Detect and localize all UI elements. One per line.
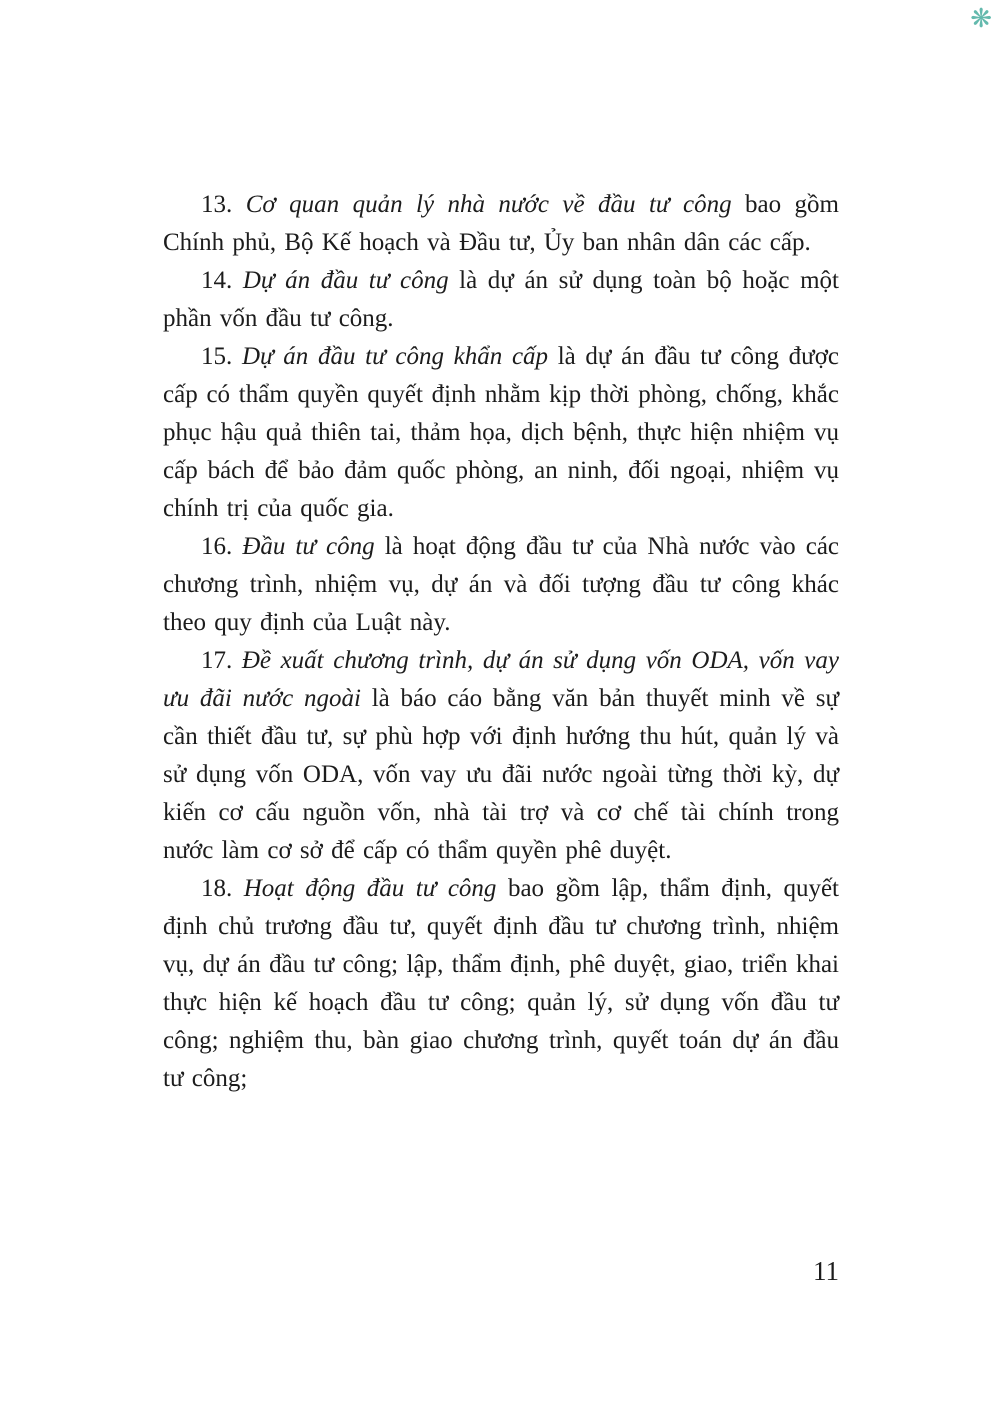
defined-term: Hoạt động đầu tư công [243,875,497,902]
definition-text: bao gồm lập, thẩm định, quyết định chủ trương đầu tư, quyết định đầu tư chương trình, nhiệm vụ, dự án đầu tư công; lập, thẩm định, phê duyệt, giao, triển khai thực hiện kế hoạch đầu tư công; quản lý, sử dụng vốn đầu tư công; nghiệm thu, bàn giao chương trình, quyết toán dự án đầu tư công; [163,875,839,1092]
definition-paragraph-14 [163,262,839,338]
item-number: 13. [201,191,233,218]
defined-term: Dự án đầu tư công [242,267,449,294]
definition-paragraph-17 [163,642,839,870]
defined-term: Đề xuất chương trình, dự án sử dụng vốn ODA, vốn vay ưu đãi nước ngoài [163,647,839,712]
item-number: 18. [201,875,233,902]
defined-term: Dự án đầu tư công khẩn cấp [241,343,549,370]
item-number: 15. [201,343,233,370]
definition-text: bao gồm Chính phủ, Bộ Kế hoạch và Đầu tư, Ủy ban nhân dân các cấp. [163,191,840,256]
item-number: 17. [201,647,233,674]
item-number: 16. [201,533,233,560]
page-number: 11 [813,1256,839,1286]
definition-paragraph-15 [163,338,839,528]
item-number: 14. [201,267,233,294]
definition-text: là hoạt động đầu tư của Nhà nước vào các chương trình, nhiệm vụ, dự án và đối tượng đầu tư công khác theo quy định của Luật này. [163,533,840,636]
flower-decoration-icon: ❋ [970,4,992,33]
definition-paragraph-13 [163,186,839,262]
defined-term: Cơ quan quản lý nhà nước về đầu tư công [245,191,732,218]
defined-term: Đầu tư công [242,533,375,560]
definition-text: là báo cáo bằng văn bản thuyết minh về sự cần thiết đầu tư, sự phù hợp với định hướng thu hút, quản lý và sử dụng vốn ODA, vốn vay ưu đãi nước ngoài từng thời kỳ, dự kiến cơ cấu nguồn vốn, nhà tài trợ và cơ chế tài chính trong nước làm cơ sở để cấp có thẩm quyền phê duyệt. [163,685,839,864]
definition-text: là dự án đầu tư công được cấp có thẩm quyền quyết định nhằm kịp thời phòng, chống, khắc phục hậu quả thiên tai, thảm họa, dịch bệnh, thực hiện nhiệm vụ cấp bách để bảo đảm quốc phòng, an ninh, đối ngoại, nhiệm vụ chính trị của quốc gia. [163,343,840,522]
definition-text: là dự án sử dụng toàn bộ hoặc một phần vốn đầu tư công. [163,267,839,332]
body-text-block [163,186,839,1098]
definition-paragraph-18 [163,870,839,1098]
definition-paragraph-16 [163,528,839,642]
